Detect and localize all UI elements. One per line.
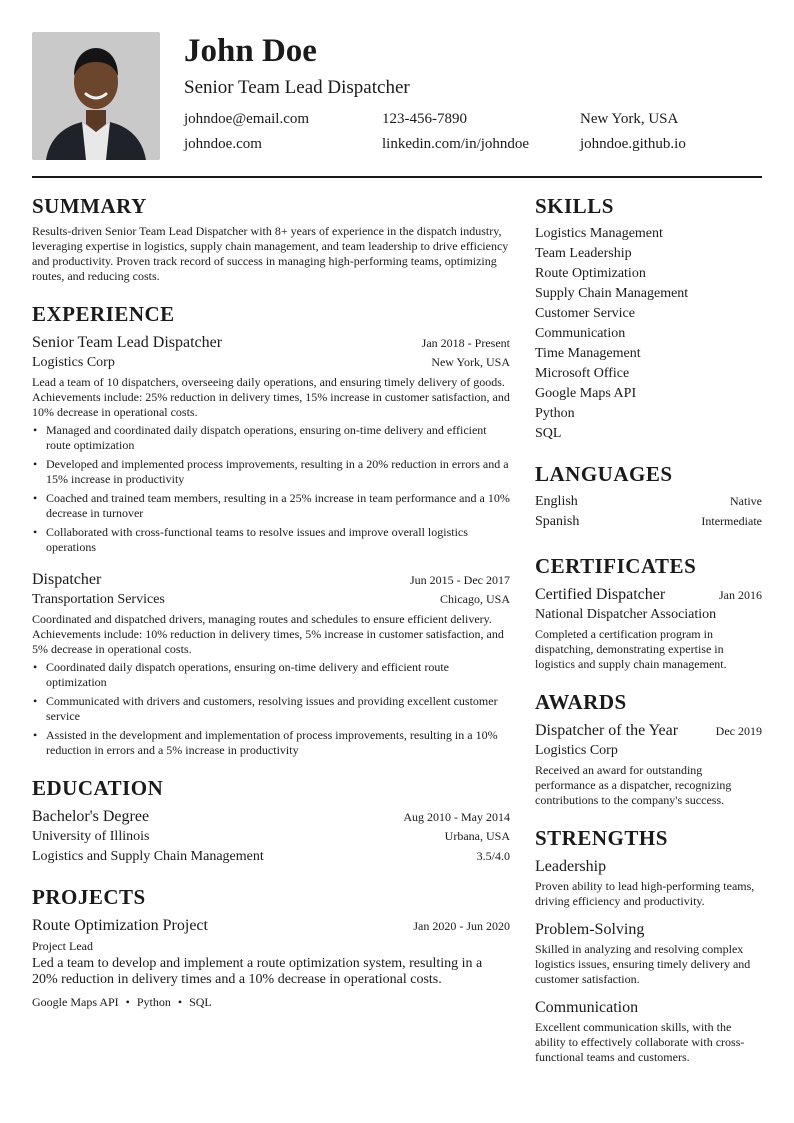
job-location: New York, USA [431, 355, 510, 369]
bullet-icon: • [33, 525, 38, 539]
header-divider [32, 176, 762, 178]
job-dates: Jun 2015 - Dec 2017 [410, 573, 510, 587]
skill-item: Python [535, 406, 575, 421]
contact-website[interactable]: johndoe.com [184, 136, 262, 152]
list-item: • Collaborated with cross-functional teams to resolve issues and improve overall logistics operations [33, 525, 468, 554]
section-heading: PROJECTS [32, 885, 146, 909]
job-role: Dispatcher [32, 571, 102, 588]
strength-name: Leadership [535, 858, 607, 875]
section-heading: STRENGTHS [535, 826, 668, 850]
skill-item: Customer Service [535, 306, 635, 321]
contact-location: New York, USA [580, 111, 679, 127]
project-tech-list [32, 994, 510, 1010]
list-item: • Coordinated daily dispatch operations, ensuring on-time delivery and efficient route optimization [33, 660, 449, 689]
job-role: Senior Team Lead Dispatcher [32, 334, 223, 351]
job-location: Chicago, USA [440, 592, 510, 606]
project-description: Led a team to develop and implement a route optimization system, resulting in a 20% reduction in delivery times and a 10% decrease in operational costs. [32, 956, 483, 987]
project-name: Route Optimization Project [32, 917, 208, 934]
job-entry [32, 332, 510, 555]
tech-tag: SQL [189, 995, 212, 1009]
language-row [535, 512, 762, 532]
strength-description: Skilled in analyzing and resolving complex logistics issues, ensuring timely delivery and customer satisfaction. [535, 942, 751, 986]
award-description: Received an award for outstanding performance as a dispatcher, recognizing contributions to the company's success. [535, 763, 732, 807]
job-bullets [32, 660, 510, 758]
bullet-icon: • [33, 491, 38, 505]
certificates-section [535, 554, 762, 672]
project-dates: Jan 2020 - Jun 2020 [413, 919, 510, 933]
candidate-name: John Doe [184, 33, 317, 69]
strength-name: Communication [535, 999, 639, 1016]
language-level: Native [730, 494, 762, 508]
section-heading: SUMMARY [32, 194, 147, 218]
tech-tag: Google Maps API [32, 995, 119, 1009]
job-bullets [32, 423, 510, 555]
education-location: Urbana, USA [444, 829, 510, 843]
skill-item: Team Leadership [535, 246, 632, 261]
experience-section [32, 302, 510, 758]
bullet-icon: • [33, 423, 38, 437]
skill-item: Supply Chain Management [535, 286, 689, 301]
languages-section [535, 462, 762, 532]
education-school: University of Illinois [32, 829, 150, 844]
section-heading: CERTIFICATES [535, 554, 697, 578]
award-name: Dispatcher of the Year [535, 722, 679, 739]
summary-section [32, 194, 510, 284]
strength-name: Problem-Solving [535, 921, 645, 938]
strength-item [535, 919, 762, 987]
right-column [535, 194, 762, 1083]
list-item: • Assisted in the development and implementation of process improvements, resulting in a 10% reduction in errors and a 5% increase in productivity [33, 728, 498, 757]
language-row [535, 492, 762, 512]
language-level: Intermediate [701, 514, 762, 528]
award-issuer: Logistics Corp [535, 743, 618, 758]
tech-tag: Python [136, 995, 171, 1009]
resume-header [32, 32, 762, 162]
job-dates: Jan 2018 - Present [421, 336, 510, 350]
skill-item: Route Optimization [535, 266, 646, 281]
job-description: Lead a team of 10 dispatchers, overseeing daily operations, and ensuring timely delivery of goods. Achievements include: 25% reduction in delivery times, 15% increase in customer satisfaction, and 10% decrease in operational costs. [32, 375, 510, 419]
skill-item: Logistics Management [535, 226, 663, 241]
job-entry [32, 569, 510, 758]
section-heading: LANGUAGES [535, 462, 673, 486]
certificate-date: Jan 2016 [719, 588, 762, 602]
person-portrait-icon [32, 32, 160, 160]
language-name: Spanish [535, 514, 580, 529]
language-name: English [535, 494, 578, 509]
strength-item [535, 997, 762, 1065]
summary-text: Results-driven Senior Team Lead Dispatcher with 8+ years of experience in the dispatch industry, leveraging expertise in logistics, supply chain management, and team leadership to drive efficiency and productivity. Proven track record of success in managing high-performing teams, optimizing routes, and reducing costs. [32, 224, 509, 283]
left-column [32, 194, 510, 1028]
job-description: Coordinated and dispatched drivers, managing routes and schedules to ensure efficient delivery. Achievements include: 10% reduction in delivery times, 5% increase in customer satisfaction, and 5% decrease in operational costs. [32, 612, 504, 656]
list-item: • Communicated with drivers and customers, resolving issues and providing excellent customer service [33, 694, 498, 723]
section-heading: SKILLS [535, 194, 614, 218]
skill-item: Microsoft Office [535, 366, 630, 381]
contact-github[interactable]: johndoe.github.io [580, 136, 686, 152]
separator-icon: • [177, 995, 183, 1009]
skill-item: Communication [535, 326, 626, 341]
certificate-name: Certified Dispatcher [535, 586, 666, 603]
separator-icon: • [125, 995, 130, 1009]
skill-item: SQL [535, 426, 562, 441]
section-heading: EDUCATION [32, 776, 164, 800]
skills-section [535, 194, 762, 444]
strengths-section [535, 826, 762, 1065]
certificate-description: Completed a certification program in dispatching, demonstrating expertise in logistics and supply chain management. [535, 627, 727, 671]
skill-item: Google Maps API [535, 386, 637, 401]
list-item: • Managed and coordinated daily dispatch operations, ensuring on-time delivery and efficient route optimization [33, 423, 487, 452]
list-item: • Coached and trained team members, resulting in a 25% increase in team performance and a 10% decrease in turnover [33, 491, 510, 520]
contact-phone[interactable]: 123-456-7890 [382, 111, 467, 127]
bullet-icon: • [33, 694, 38, 708]
certificate-issuer: National Dispatcher Association [535, 607, 717, 622]
strength-description: Proven ability to lead high-performing teams, driving efficiency and productivity. [535, 879, 755, 908]
list-item: • Developed and implemented process improvements, resulting in a 20% reduction in errors and a 15% increase in productivity [33, 457, 509, 486]
contact-email[interactable]: johndoe@email.com [184, 111, 310, 127]
job-company: Transportation Services [32, 592, 165, 607]
strength-item [535, 856, 762, 909]
candidate-title: Senior Team Lead Dispatcher [184, 77, 410, 98]
section-heading: EXPERIENCE [32, 302, 175, 326]
bullet-icon: • [33, 728, 38, 742]
profile-photo [32, 32, 160, 160]
contact-linkedin[interactable]: linkedin.com/in/johndoe [382, 136, 530, 152]
bullet-icon: • [33, 457, 38, 471]
project-role: Project Lead [32, 939, 93, 953]
award-date: Dec 2019 [715, 724, 762, 738]
skill-item: Time Management [535, 346, 641, 361]
education-section [32, 776, 510, 867]
projects-section [32, 885, 510, 1010]
education-degree: Bachelor's Degree [32, 808, 150, 825]
job-company: Logistics Corp [32, 355, 115, 370]
bullet-icon: • [33, 660, 38, 674]
awards-section [535, 690, 762, 808]
education-gpa: 3.5/4.0 [476, 849, 510, 863]
education-field: Logistics and Supply Chain Management [32, 849, 264, 864]
section-heading: AWARDS [535, 690, 627, 714]
strength-description: Excellent communication skills, with the ability to effectively collaborate with cross-functional teams and customers. [535, 1020, 745, 1064]
education-dates: Aug 2010 - May 2014 [403, 810, 510, 824]
